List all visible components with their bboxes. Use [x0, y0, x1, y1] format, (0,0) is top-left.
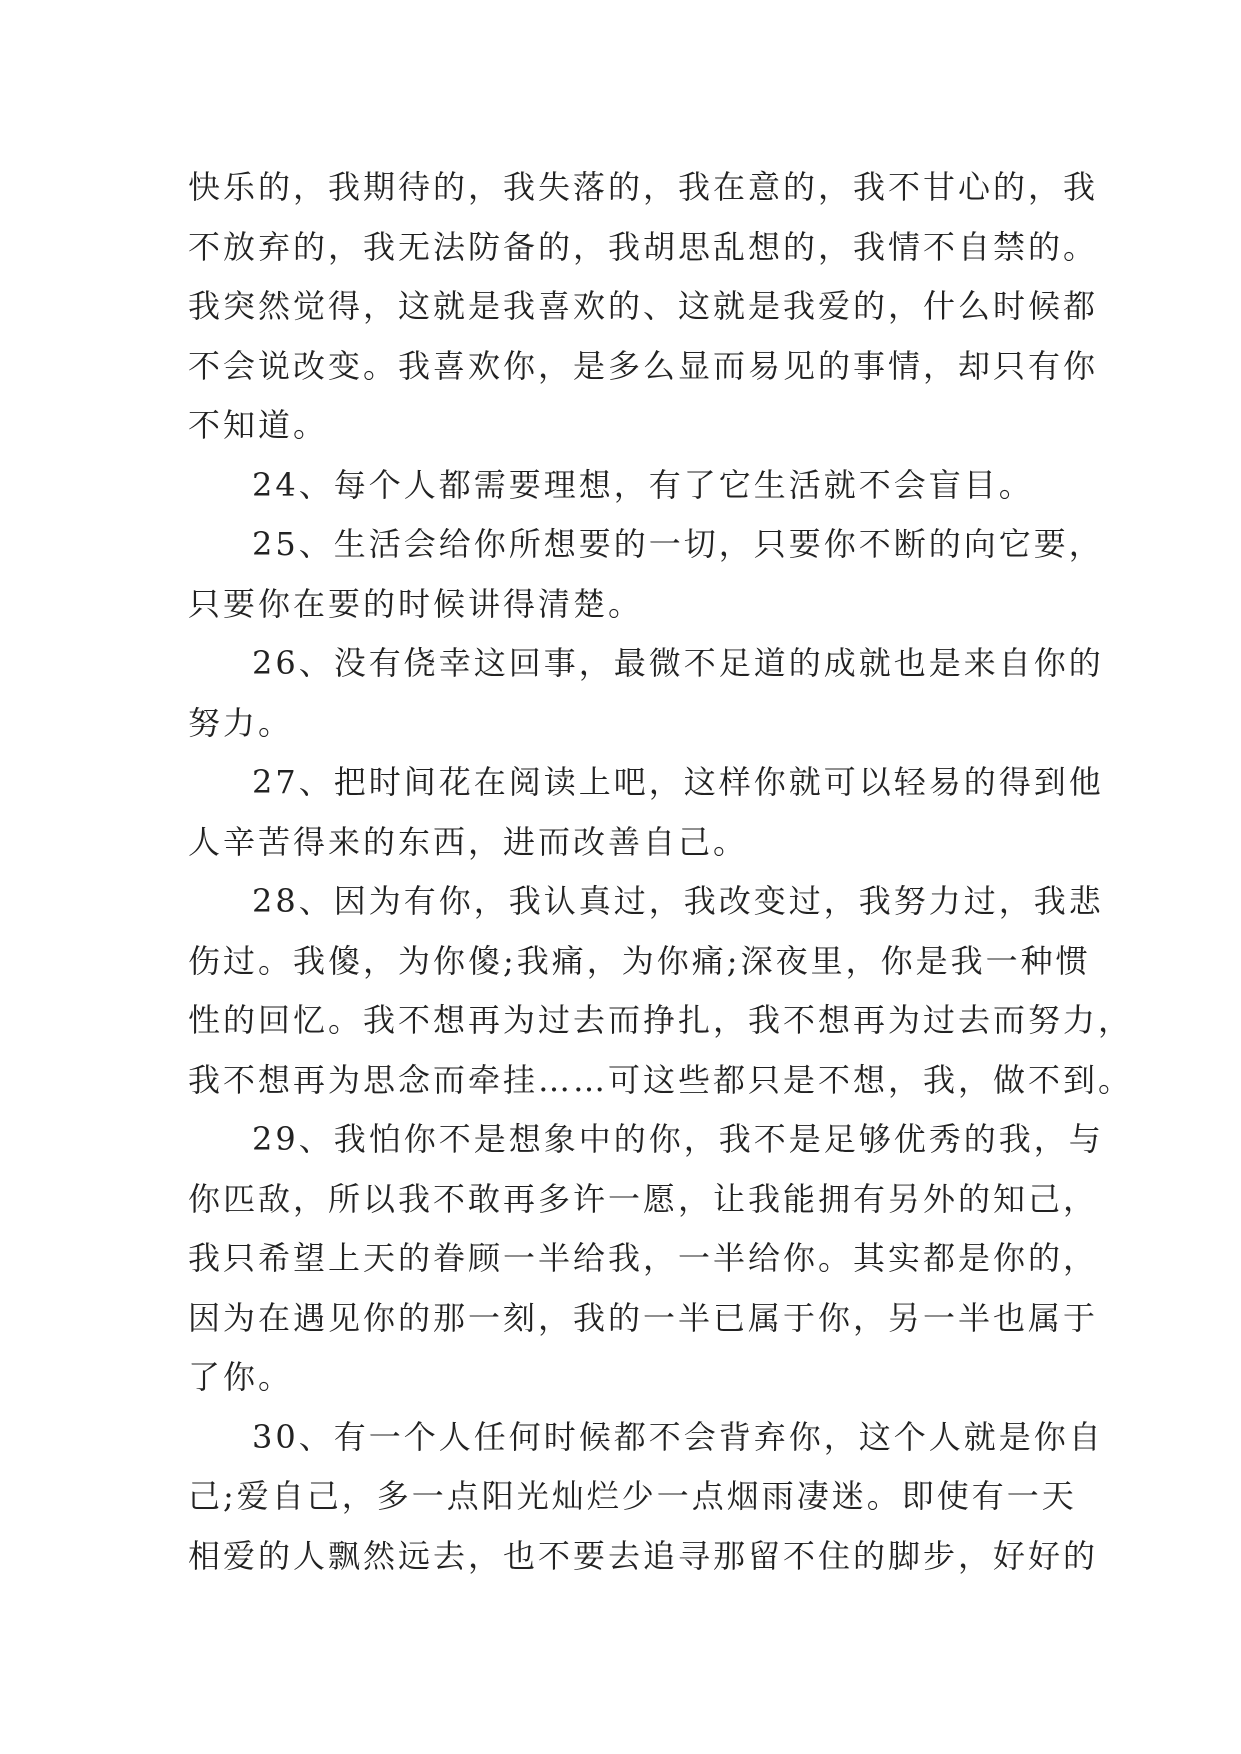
- text-line: 己;爱自己，多一点阳光灿烂少一点烟雨凄迷。即使有一天: [188, 1477, 1077, 1515]
- text-line: 我突然觉得，这就是我喜欢的、这就是我爱的，什么时候都: [188, 287, 1099, 325]
- text-line: 努力。: [188, 703, 294, 742]
- text-line: 不放弃的，我无法防备的，我胡思乱想的，我情不自禁的。: [188, 227, 1099, 266]
- text-line: 你匹敌，所以我不敢再多许一愿，让我能拥有另外的知己，: [188, 1179, 1099, 1218]
- paragraph-28: [188, 872, 1134, 1110]
- paragraph-30: [188, 1408, 1104, 1587]
- text-line: 28、因为有你，我认真过，我改变过，我努力过，我悲: [252, 882, 1104, 920]
- text-line: 性的回忆。我不想再为过去而挣扎，我不想再为过去而努力，: [188, 1001, 1134, 1039]
- paragraph-24: [188, 456, 1068, 516]
- text-line: 30、有一个人任何时候都不会背弃你，这个人就是你自: [252, 1417, 1104, 1456]
- paragraph-25: [188, 515, 1104, 634]
- text-line: 人辛苦得来的东西，进而改善自己。: [188, 822, 749, 861]
- text-line: 25、生活会给你所想要的一切，只要你不断的向它要，: [252, 525, 1104, 563]
- text-line: 快乐的，我期待的，我失落的，我在意的，我不甘心的，我: [188, 168, 1099, 206]
- text-line: 不会说改变。我喜欢你，是多么显而易见的事情，却只有你: [188, 346, 1099, 385]
- text-line: 了你。: [188, 1358, 294, 1396]
- paragraph-26: [188, 634, 1104, 753]
- text-line: 我不想再为思念而牵挂……可这些都只是不想，我，做不到。: [188, 1060, 1134, 1099]
- text-line: 24、每个人都需要理想，有了它生活就不会盲目。: [252, 465, 1034, 504]
- paragraph-27: [188, 753, 1104, 872]
- text-line: 只要你在要的时候讲得清楚。: [188, 584, 644, 623]
- text-line: 27、把时间花在阅读上吧，这样你就可以轻易的得到他: [252, 763, 1104, 801]
- paragraph-continued: [188, 158, 1099, 456]
- text-line: 29、我怕你不是想象中的你，我不是足够优秀的我，与: [252, 1120, 1104, 1158]
- paragraph-29: [188, 1110, 1104, 1408]
- text-line: 26、没有侥幸这回事，最微不足道的成就也是来自你的: [252, 644, 1104, 682]
- document-body: [188, 158, 1134, 1586]
- text-line: 因为在遇见你的那一刻，我的一半已属于你，另一半也属于: [188, 1298, 1099, 1337]
- text-line: 伤过。我傻，为你傻;我痛，为你痛;深夜里，你是我一种惯: [188, 941, 1091, 980]
- text-line: 不知道。: [188, 406, 329, 444]
- text-line: 我只希望上天的眷顾一半给我，一半给你。其实都是你的，: [188, 1239, 1099, 1277]
- text-line: 相爱的人飘然远去，也不要去追寻那留不住的脚步，好好的: [188, 1536, 1099, 1575]
